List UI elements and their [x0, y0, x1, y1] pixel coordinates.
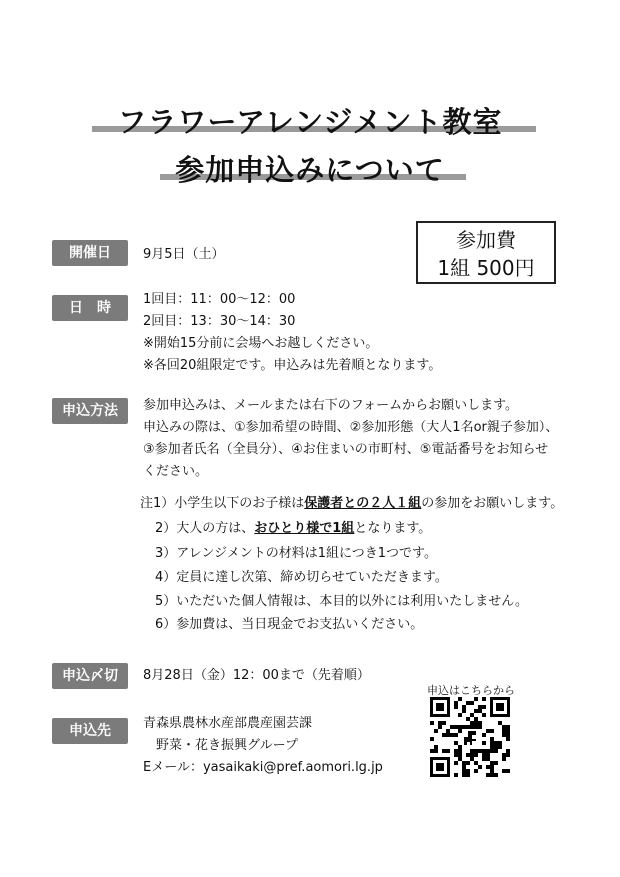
deadline-value: 8月28日（金）12：00まで（先着順） [143, 668, 370, 683]
method-label: 申込方法 [52, 398, 128, 424]
time-line: 1回目：11：00〜12：00 [143, 292, 296, 307]
note-3: 3）アレンジメントの材料は1組につき1つです。 [155, 546, 437, 561]
time-line: ※各回20組限定です。申込みは先着順となります。 [143, 358, 442, 373]
date-label: 開催日 [52, 240, 128, 266]
note-5: 5）いただいた個人情報は、本目的以外には利用いたしません。 [155, 594, 529, 609]
time-line: ※開始15分前に会場へお越しください。 [143, 336, 379, 351]
contact-dept: 青森県農林水産部農産園芸課 [143, 716, 313, 731]
qr-caption: 申込はこちらから [427, 684, 515, 697]
qr-code-icon[interactable] [430, 697, 510, 777]
fee-label: 参加費 [456, 228, 516, 252]
note-6: 6）参加費は、当日現金でお支払いください。 [155, 617, 424, 632]
contact-label: 申込先 [52, 718, 128, 744]
note-2-emphasis: おひとり様で1組 [254, 521, 355, 536]
method-line: 参加申込みは、メールまたは右下のフォームからお願いします。 [143, 398, 519, 413]
deadline-label: 申込〆切 [52, 663, 128, 689]
page-title: フラワーアレンジメント教室 [117, 105, 503, 139]
contact-email: Eメール：yasaikaki@pref.aomori.lg.jp [143, 760, 383, 775]
date-value: 9月5日（土） [143, 247, 225, 262]
note-1-emphasis: 保護者との２人１組 [304, 496, 422, 511]
note-1: 注1）小学生以下のお子様は保護者との２人１組の参加をお願いします。 [140, 496, 564, 511]
method-line: ください。 [143, 464, 209, 479]
time-label: 日 時 [52, 295, 128, 321]
note-4: 4）定員に達し次第、締め切らせていただきます。 [155, 570, 448, 585]
method-line: ③参加者氏名（全員分）、④お住まいの市町村、⑤電話番号をお知らせ [143, 442, 549, 457]
method-line: 申込みの際は、①参加希望の時間、②参加形態（大人1名or親子参加）、 [143, 420, 559, 435]
contact-group: 野菜・花き振興グループ [143, 738, 298, 753]
time-line: 2回目：13：30〜14：30 [143, 314, 296, 329]
page-subtitle: 参加申込みについて [175, 153, 445, 187]
fee-value: 1組 500円 [437, 256, 535, 280]
fee-box [416, 221, 556, 284]
note-2: 2）大人の方は、おひとり様で1組となります。 [155, 521, 432, 536]
